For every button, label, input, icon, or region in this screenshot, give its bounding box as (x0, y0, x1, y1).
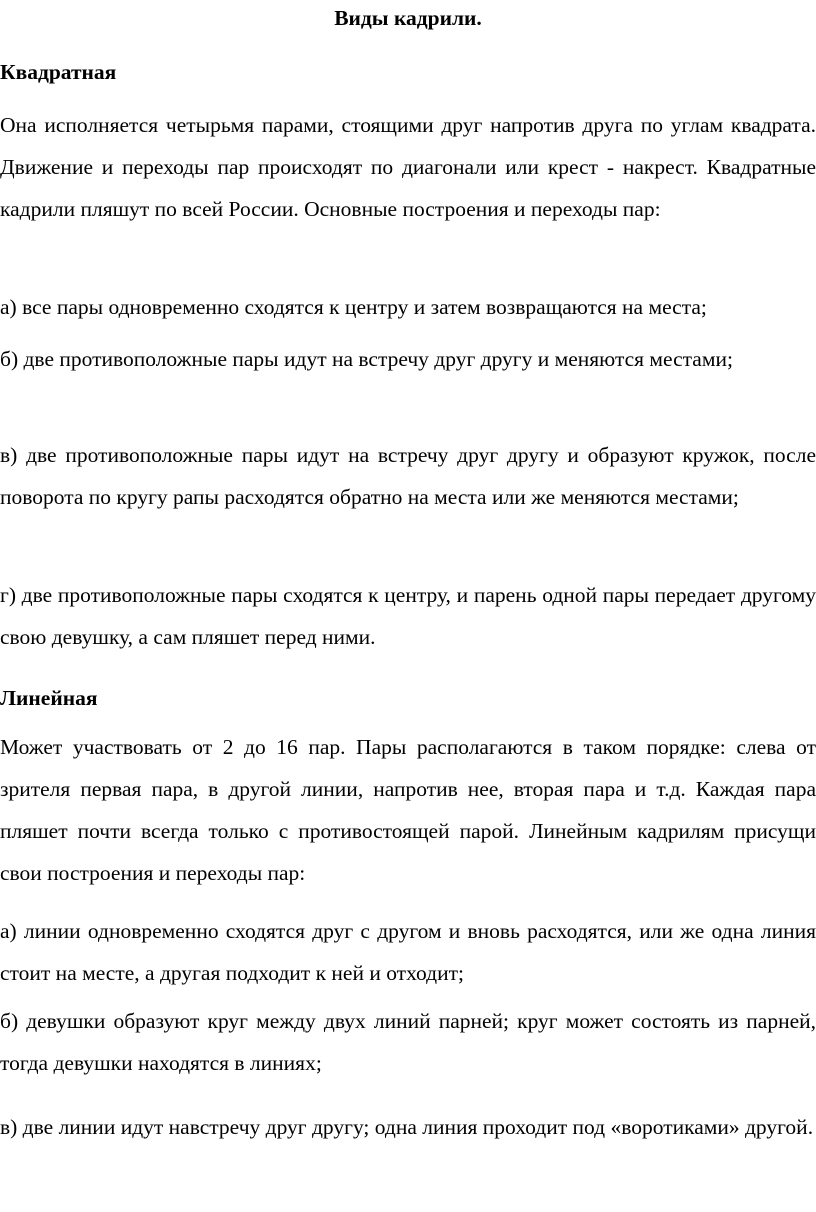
paragraph-square-b: б) две противоположные пары идут на встречу друг другу и меняются местами; (0, 347, 733, 371)
paragraph-square-intro: Она исполняется четырьмя парами, стоящими друг напротив друга по углам квадрата. Движение и переходы пар происходят по диагонали или крест - накрест. Квадратные кадрили пляшут по всей России. Основные построения и переходы пар: (0, 113, 816, 221)
section-heading-square: Квадратная (0, 60, 117, 84)
document-title: Виды кадрили. (334, 6, 482, 30)
paragraph-square-a: а) все пары одновременно сходятся к центру и затем возвращаются на места; (0, 295, 707, 319)
paragraph-linear-a: а) линии одновременно сходятся друг с другом и вновь расходятся, или же одна линия стоит на месте, а другая подходит к ней и отходит; (0, 919, 816, 985)
paragraph-linear-b: б) девушки образуют круг между двух линий парней; круг может состоять из парней, тогда девушки находятся в линиях; (0, 1009, 816, 1075)
paragraph-square-v: в) две противоположные пары идут на встречу друг другу и образуют кружок, после поворота по кругу рапы расходятся обратно на места или же меняются местами; (0, 443, 816, 509)
paragraph-linear-intro: Может участвовать от 2 до 16 пар. Пары располагаются в таком порядке: слева от зрителя первая пара, в другой линии, напротив нее, вторая пара и т.д. Каждая пара пляшет почти всегда только с противостоящей парой. Линейным кадрилям присущи свои построения и переходы пар: (0, 735, 816, 885)
paragraph-linear-v: в) две линии идут навстречу друг другу; одна линия проходит под «воротиками» другой. (0, 1115, 814, 1139)
paragraph-square-g: г) две противоположные пары сходятся к центру, и парень одной пары передает другому свою девушку, а сам пляшет перед ними. (0, 583, 816, 649)
section-heading-linear: Линейная (0, 686, 98, 710)
